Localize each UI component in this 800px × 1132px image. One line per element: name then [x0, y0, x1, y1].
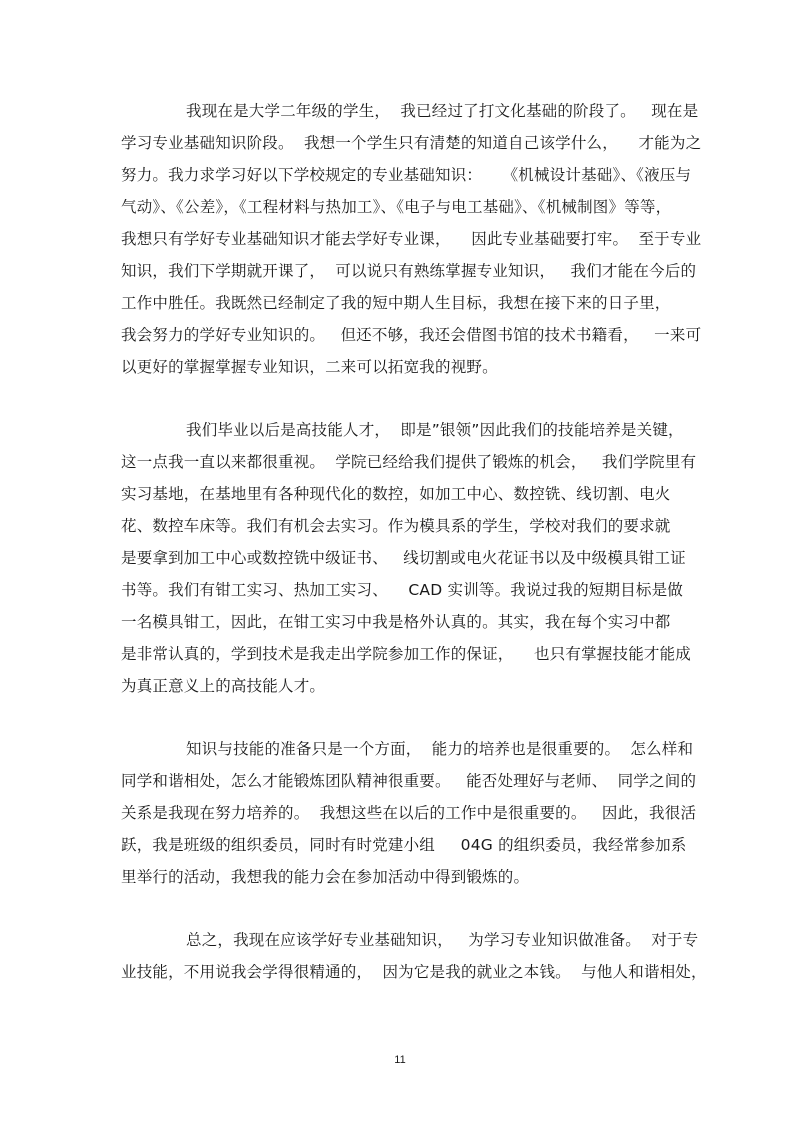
text-line: 书等。我们有钳工实习、热加工实习、 CAD 实训等。我说过我的短期目标是做 [121, 581, 683, 599]
text-line: 为真正意义上的高技能人才。 [121, 677, 326, 695]
text-line: 是要拿到加工中心或数控铣中级证书、 线切割或电火花证书以及中级模具钳工证 [121, 549, 686, 567]
text-line: 是非常认真的，学到技术是我走出学院参加工作的保证， 也只有掌握技能才能成 [121, 645, 692, 663]
text-line: 花、数控车床等。我们有机会去实习。作为模具系的学生，学校对我们的要求就 [121, 517, 671, 535]
text-line: 我想只有学好专业基础知识才能去学好专业课， 因此专业基础要打牢。 至于专业 [121, 230, 702, 248]
page-number: 11 [394, 1054, 406, 1066]
text-line: 总之，我现在应该学好专业基础知识， 为学习专业知识做准备。 对于专 [186, 931, 699, 949]
text-line: 跃，我是班级的组织委员，同时有时党建小组 04G 的组织委员，我经常参加系 [121, 836, 687, 854]
text-line: 学习专业基础知识阶段。 我想一个学生只有清楚的知道自己该学什么， 才能为之 [121, 134, 702, 152]
text-line: 同学和谐相处，怎么才能锻炼团队精神很重要。 能否处理好与老师、 同学之间的 [121, 772, 697, 790]
text-line: 我们毕业以后是高技能人才， 即是”银领”因此我们的技能培养是关键， [186, 421, 684, 439]
text-line: 一名模具钳工，因此，在钳工实习中我是格外认真的。其实，我在每个实习中都 [121, 613, 671, 631]
text-line: 努力。我力求学习好以下学校规定的专业基础知识： 《机械设计基础》、《液压与 [121, 166, 692, 184]
text-line: 知识与技能的准备只是一个方面， 能力的培养也是很重要的。 怎么样和 [186, 740, 694, 758]
text-line: 实习基地，在基地里有各种现代化的数控，如加工中心、数控铣、线切割、电火 [121, 485, 671, 503]
text-line: 业技能，不用说我会学得很精通的， 因为它是我的就业之本钱。 与他人和谐相处， [121, 963, 707, 981]
text-line: 工作中胜任。我既然已经制定了我的短中期人生目标，我想在接下来的日子里， [121, 294, 671, 312]
text-line: 以更好的掌握掌握专业知识，二来可以拓宽我的视野。 [121, 358, 498, 376]
text-line: 我现在是大学二年级的学生， 我已经过了打文化基础的阶段了。 现在是 [186, 102, 699, 120]
text-line: 关系是我现在努力培养的。 我想这些在以后的工作中是很重要的。 因此，我很活 [121, 804, 697, 822]
text-line: 我会努力的学好专业知识的。 但还不够，我还会借图书馆的技术书籍看， 一来可 [121, 326, 702, 344]
text-line: 知识，我们下学期就开课了， 可以说只有熟练掌握专业知识， 我们才能在今后的 [121, 262, 697, 280]
text-line: 里举行的活动，我想我的能力会在参加活动中得到锻炼的。 [121, 868, 530, 886]
text-line: 这一点我一直以来都很重视。 学院已经给我们提供了锻炼的机会， 我们学院里有 [121, 453, 697, 471]
text-line: 气动》、《公差》，《工程材料与热加工》、《电子与电工基础》、《机械制图》等等， [121, 198, 672, 216]
